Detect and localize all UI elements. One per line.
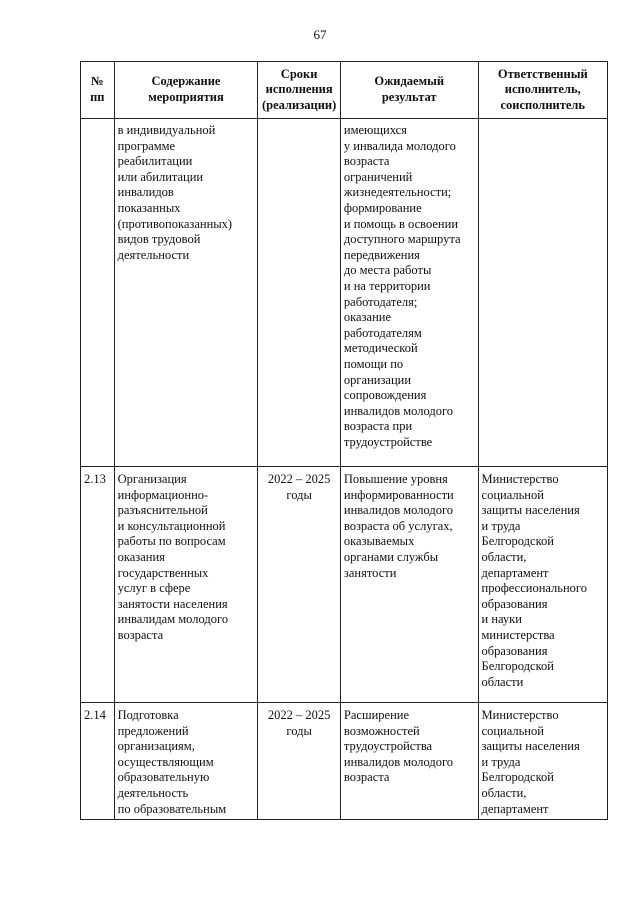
text-line: инвалидам молодого: [117, 612, 229, 627]
text-line: инвалидов молодого: [343, 754, 454, 769]
header-responsible: [478, 62, 607, 119]
text-line: доступного маршрута: [343, 232, 461, 247]
text-line: (противопоказанных): [117, 216, 233, 231]
cell-content-text: [118, 123, 255, 263]
text-line: департамент: [481, 565, 549, 580]
header-responsible-text: [480, 67, 606, 114]
text-line: инвалидов молодого: [343, 403, 454, 418]
text-line: Организация: [117, 472, 187, 486]
text-line: работы по вопросам: [117, 534, 226, 549]
text-line: или абилитации: [117, 169, 204, 184]
text-line: социальной: [481, 723, 544, 738]
text-line: Белгородской: [481, 659, 554, 674]
header-dates-text: [259, 67, 339, 114]
text-line: 2022 – 2025: [267, 472, 331, 486]
text-line: формирование: [343, 200, 422, 215]
text-line: разъяснительной: [117, 503, 208, 518]
table-row: [81, 703, 608, 820]
text-line: Сроки: [280, 66, 318, 81]
text-line: работодателям: [343, 325, 422, 340]
text-line: и помощь в освоении: [343, 216, 459, 231]
text-line: занятости населения: [117, 596, 228, 611]
text-line: инвалидов: [117, 185, 174, 200]
cell-result: [340, 703, 478, 820]
cell-content: [114, 467, 258, 703]
cell-content-text: [118, 472, 255, 644]
text-line: соисполнитель: [500, 97, 586, 112]
text-line: профессионального: [481, 581, 587, 596]
cell-num: [81, 119, 115, 467]
cell-responsible: [478, 119, 607, 467]
cell-content-text: [118, 708, 255, 817]
header-num: [81, 62, 115, 119]
text-line: №: [91, 74, 104, 89]
table-row: [81, 119, 608, 467]
text-line: и труда: [481, 754, 521, 769]
cell-content: [114, 119, 258, 467]
table-header-row: [81, 62, 608, 119]
text-line: государственных: [117, 565, 209, 580]
header-dates: [258, 62, 341, 119]
text-line: (реализации): [261, 97, 337, 112]
text-line: инвалидов молодого: [343, 503, 454, 518]
text-line: организациям,: [117, 739, 195, 754]
text-line: мероприятия: [148, 90, 224, 104]
text-line: реабилитации: [117, 154, 193, 169]
text-line: защиты населения: [481, 503, 580, 518]
cell-dates-text: [261, 708, 337, 739]
cell-dates-text: [261, 472, 337, 503]
text-line: возраста: [117, 627, 164, 642]
text-line: информационно-: [117, 487, 209, 502]
cell-responsible: [478, 467, 607, 703]
text-line: и на территории: [343, 278, 431, 293]
header-num-text: [82, 74, 113, 105]
text-line: сопровождения: [343, 388, 427, 403]
text-line: трудоустройстве: [343, 434, 433, 449]
text-line: помощи по: [343, 356, 404, 371]
cell-dates: [258, 119, 341, 467]
text-line: видов трудовой: [117, 232, 201, 247]
page-number: 67: [313, 27, 327, 42]
header-result-text: [342, 74, 477, 105]
text-line: Содержание: [151, 74, 221, 89]
text-line: Белгородской: [481, 534, 554, 549]
text-line: и труда: [481, 518, 521, 533]
text-line: образования: [481, 643, 548, 658]
text-line: 2022 – 2025: [267, 708, 331, 722]
table-row: [81, 467, 608, 703]
text-line: результат: [381, 90, 437, 104]
text-line: Ответственный: [497, 66, 588, 81]
text-line: департамент: [481, 801, 549, 816]
cell-dates: [258, 467, 341, 703]
text-line: защиты населения: [481, 739, 580, 754]
text-line: передвижения: [343, 247, 420, 262]
text-line: области: [481, 674, 524, 689]
text-line: министерства: [481, 627, 555, 642]
text-line: исполнитель,: [504, 82, 581, 97]
text-line: информированности: [343, 487, 454, 502]
text-line: работодателя;: [343, 294, 418, 309]
text-line: и консультационной: [117, 518, 226, 533]
text-line: оказания: [117, 549, 165, 564]
text-line: области,: [481, 785, 527, 800]
text-line: ограничений: [343, 169, 413, 184]
text-line: деятельность: [117, 785, 189, 800]
text-line: возможностей: [343, 723, 420, 738]
header-content: [114, 62, 258, 119]
measures-table: [80, 61, 608, 820]
text-line: возраста: [343, 770, 390, 785]
text-line: имеющихся: [343, 123, 407, 137]
text-line: и науки: [481, 612, 522, 627]
text-line: образования: [481, 596, 548, 611]
text-line: в индивидуальной: [117, 123, 216, 137]
text-line: оказываемых: [343, 534, 415, 549]
text-line: осуществляющим: [117, 754, 214, 769]
text-line: Ожидаемый: [374, 74, 445, 89]
text-line: исполнения: [265, 82, 333, 97]
text-line: Министерство: [481, 472, 559, 486]
cell-result-text: [344, 708, 475, 786]
text-line: Расширение: [343, 708, 409, 722]
text-line: возраста при: [343, 419, 413, 434]
cell-result: [340, 467, 478, 703]
cell-num: 2.14: [81, 703, 115, 820]
text-line: Подготовка: [117, 708, 179, 722]
cell-result: [340, 119, 478, 467]
cell-result-text: [344, 472, 475, 581]
text-line: занятости: [343, 565, 397, 580]
text-line: Белгородской: [481, 770, 554, 785]
cell-content: [114, 703, 258, 820]
cell-responsible-text: [482, 708, 604, 817]
text-line: предложений: [117, 723, 189, 738]
text-line: органами службы: [343, 549, 439, 564]
text-line: показанных: [117, 200, 181, 215]
text-line: у инвалида молодого: [343, 138, 456, 153]
header-content-text: [116, 74, 257, 105]
text-line: годы: [286, 487, 312, 502]
text-line: образовательную: [117, 770, 210, 785]
text-line: по образовательным: [117, 801, 227, 816]
text-line: пп: [90, 90, 105, 104]
text-line: организации: [343, 372, 412, 387]
text-line: возраста об услугах,: [343, 518, 453, 533]
cell-responsible: [478, 703, 607, 820]
text-line: до места работы: [343, 263, 432, 278]
text-line: Повышение уровня: [343, 472, 448, 486]
text-line: услуг в сфере: [117, 581, 191, 596]
text-line: методической: [343, 341, 418, 356]
cell-dates: [258, 703, 341, 820]
text-line: оказание: [343, 310, 392, 325]
text-line: программе: [117, 138, 176, 153]
text-line: Министерство: [481, 708, 559, 722]
cell-num: 2.13: [81, 467, 115, 703]
header-result: [340, 62, 478, 119]
cell-result-text: [344, 123, 475, 450]
text-line: трудоустройства: [343, 739, 433, 754]
text-line: области,: [481, 549, 527, 564]
text-line: социальной: [481, 487, 544, 502]
text-line: годы: [286, 723, 312, 738]
text-line: возраста: [343, 154, 390, 169]
text-line: деятельности: [117, 247, 190, 262]
text-line: жизнедеятельности;: [343, 185, 452, 200]
cell-responsible-text: [482, 472, 604, 690]
